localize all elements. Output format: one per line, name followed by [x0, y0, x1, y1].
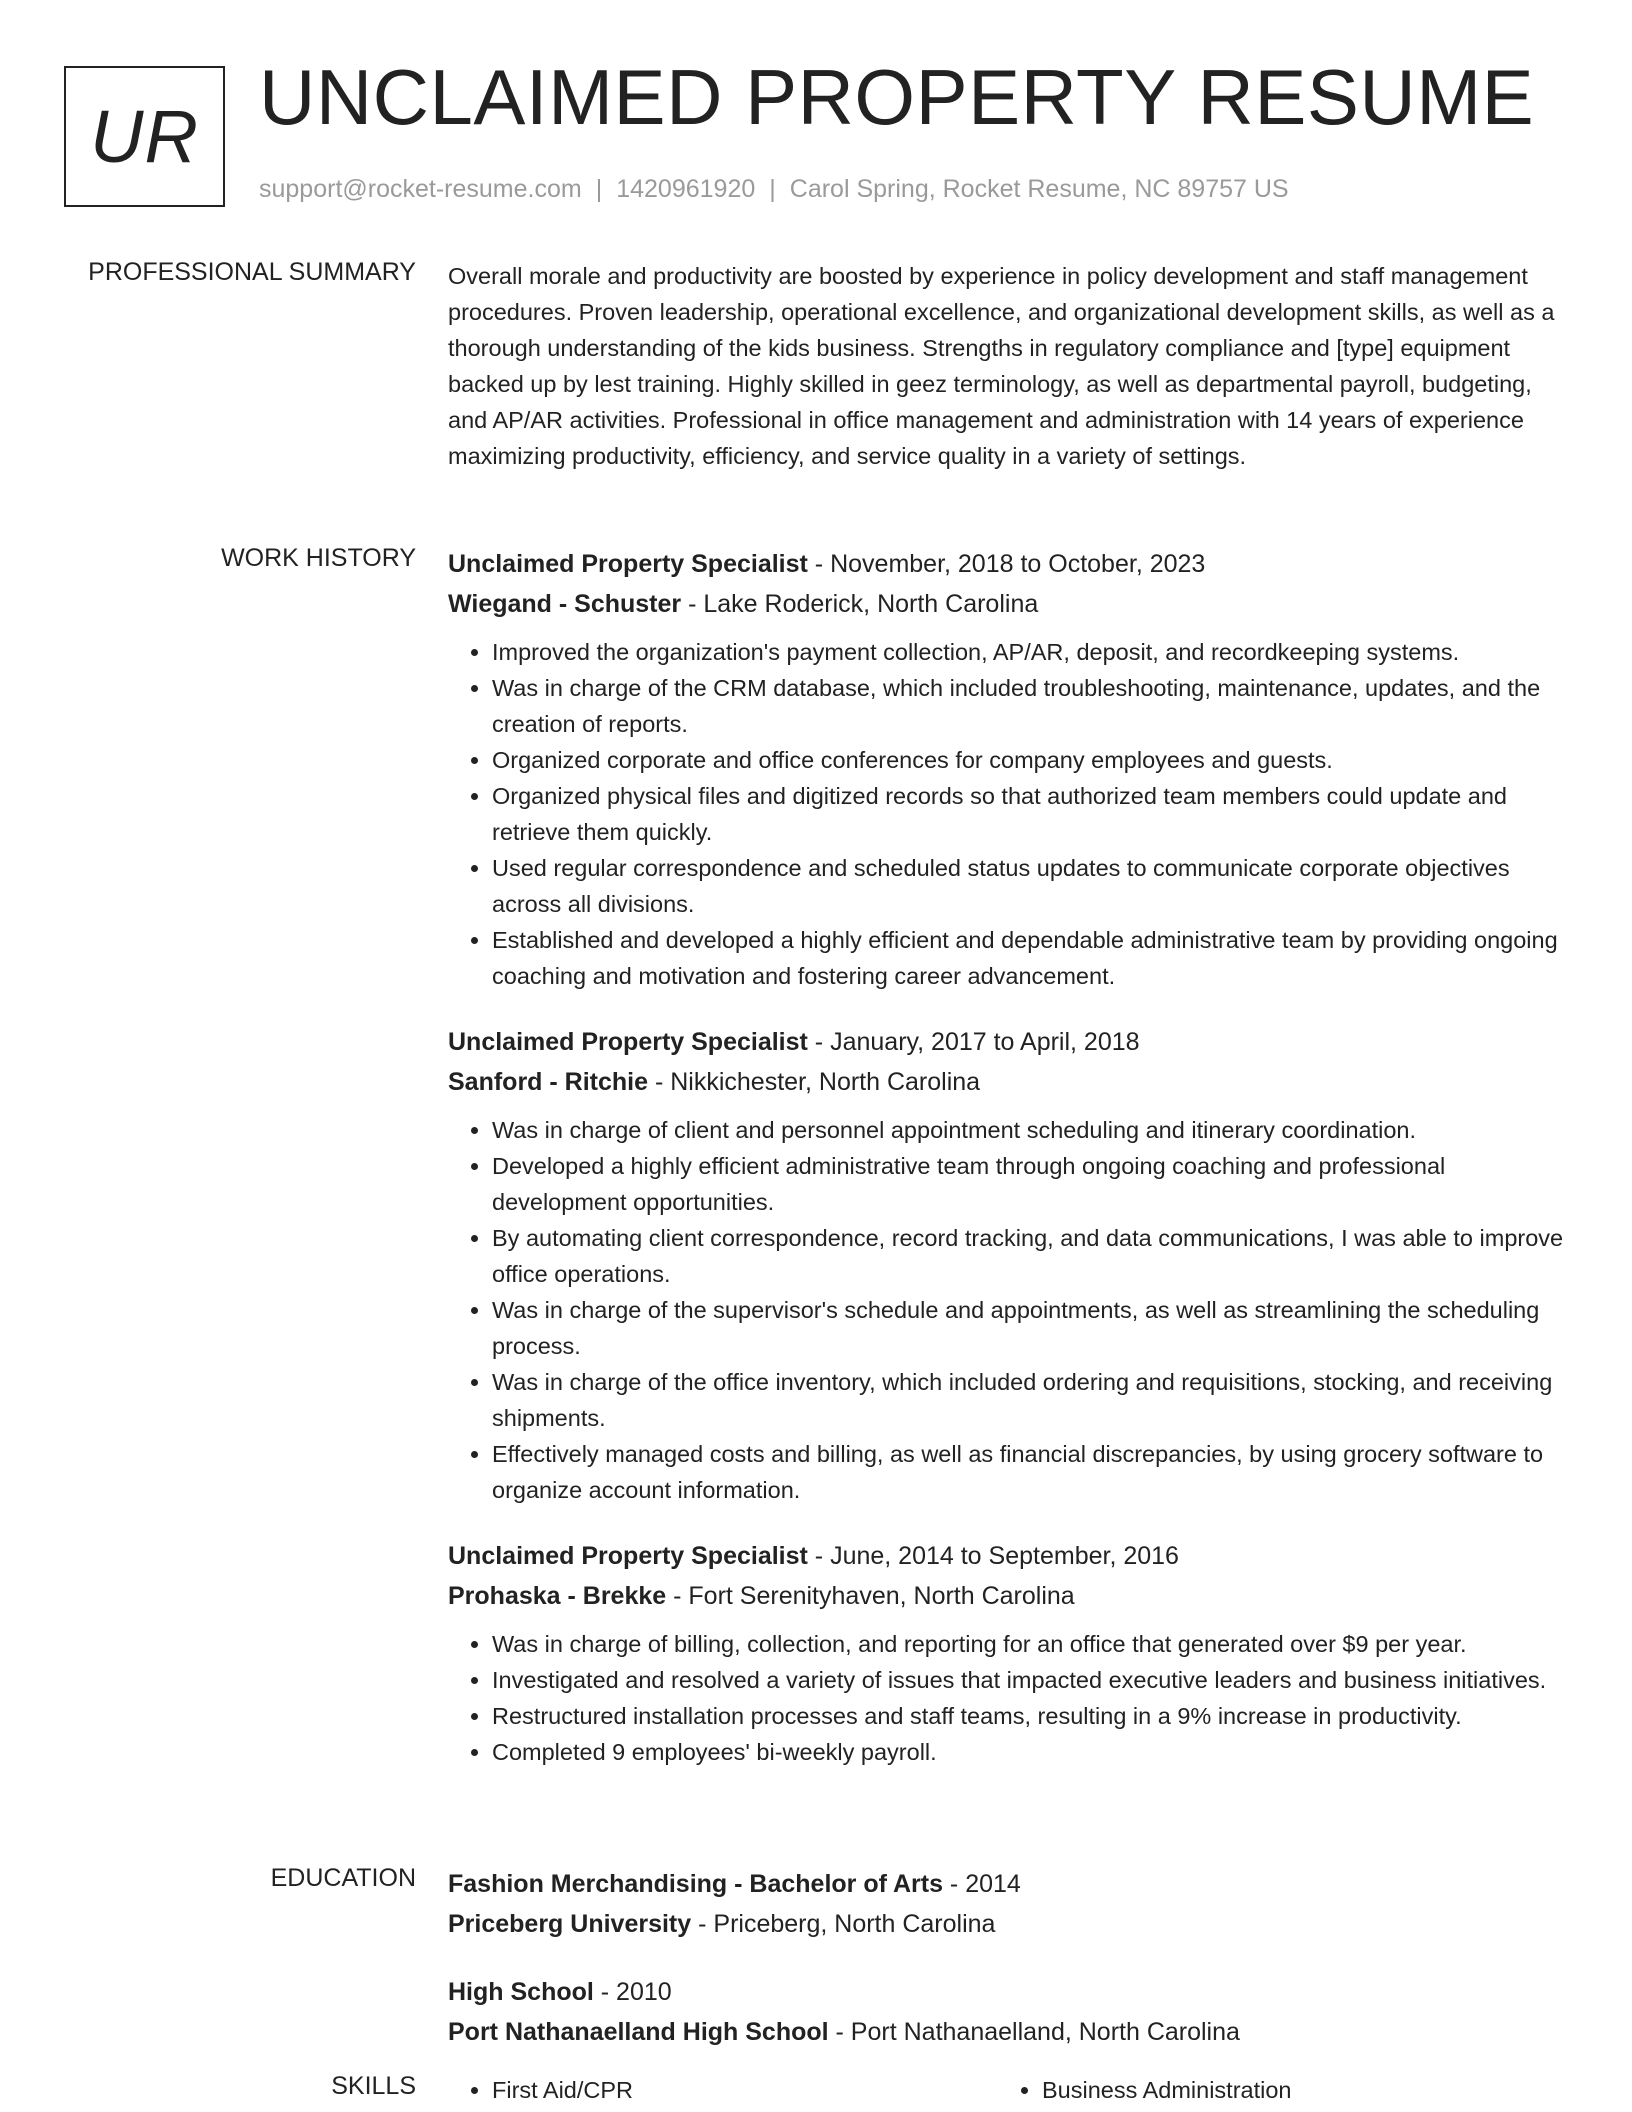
skills-list: [998, 2072, 1548, 2108]
list-item: • By automating client correspondence, record tracking, and data communications, I was able to improve office operations.: [492, 1220, 1568, 1292]
job-entry: [448, 1022, 1568, 1508]
job-bullets: [448, 634, 1568, 994]
job-dates: - November, 2018 to October, 2023: [807, 550, 1206, 578]
job-location: - Fort Serenityhaven, North Carolina: [666, 1582, 1075, 1610]
job-dates: - June, 2014 to September, 2016: [807, 1542, 1179, 1570]
work-history-body: [448, 544, 1568, 1798]
job-bullets: [448, 1626, 1568, 1770]
job-company-line: [448, 1576, 1568, 1616]
list-item: • Improved the organization's payment collection, AP/AR, deposit, and recordkeeping systems.: [492, 634, 1568, 670]
section-label-skills: SKILLS: [331, 2072, 416, 2100]
list-item: • Investigated and resolved a variety of issues that impacted executive leaders and business initiatives.: [492, 1662, 1568, 1698]
education-entry: [448, 1972, 1568, 2052]
list-item: • Business Administration: [1042, 2072, 1548, 2108]
education-degree-line: [448, 1864, 1568, 1904]
summary-text: Overall morale and productivity are boosted by experience in policy development and staff management procedures. Proven leadership, operational excellence, and organizational development skills, as well as a thorough understanding of the kids business. Strengths in regulatory compliance and [type] equipment backed up by lest training. Highly skilled in geez terminology, as well as departmental payroll, budgeting, and AP/AR activities. Professional in office management and administration with 14 years of experience maximizing productivity, efficiency, and service quality in a variety of settings.: [448, 263, 1555, 469]
list-item: • Effectively managed costs and billing, as well as financial discrepancies, by using grocery software to organize account information.: [492, 1436, 1568, 1508]
job-title: Unclaimed Property Specialist: [448, 1542, 808, 1570]
job-title: Unclaimed Property Specialist: [448, 1028, 808, 1056]
list-item: • Used regular correspondence and scheduled status updates to communicate corporate objectives across all divisions.: [492, 850, 1568, 922]
education-year: - 2010: [593, 1978, 672, 2006]
job-title-line: [448, 544, 1568, 584]
education-school: Priceberg University: [448, 1910, 692, 1938]
resume-title: UNCLAIMED PROPERTY RESUME: [259, 53, 1535, 141]
job-company: Wiegand - Schuster: [448, 590, 682, 618]
education-body: [448, 1864, 1568, 2080]
contact-email[interactable]: support@rocket-resume.com: [259, 175, 582, 203]
education-degree-line: [448, 1972, 1568, 2012]
job-bullets: [448, 1112, 1568, 1508]
list-item: • Was in charge of client and personnel appointment scheduling and itinerary coordination.: [492, 1112, 1568, 1148]
skills-columns: [448, 2072, 1568, 2108]
education-school-line: [448, 1904, 1568, 1944]
contact-phone[interactable]: 1420961920: [616, 175, 756, 203]
summary-body: [448, 258, 1568, 474]
list-item: • Was in charge of billing, collection, and reporting for an office that generated over $9 per year.: [492, 1626, 1568, 1662]
education-location: - Priceberg, North Carolina: [691, 1910, 996, 1938]
monogram: UR: [64, 66, 225, 207]
job-location: - Lake Roderick, North Carolina: [681, 590, 1039, 618]
education-school-line: [448, 2012, 1568, 2052]
education-entry: [448, 1864, 1568, 1944]
list-item: • Completed 9 employees' bi-weekly payroll.: [492, 1734, 1568, 1770]
job-location: - Nikkichester, North Carolina: [648, 1068, 981, 1096]
job-title-line: [448, 1536, 1568, 1576]
job-dates: - January, 2017 to April, 2018: [807, 1028, 1140, 1056]
section-label-education: EDUCATION: [270, 1864, 416, 1892]
list-item: • Organized physical files and digitized records so that authorized team members could update and retrieve them quickly.: [492, 778, 1568, 850]
education-degree: Fashion Merchandising - Bachelor of Arts: [448, 1870, 943, 1898]
contact-separator: |: [595, 175, 603, 203]
job-entry: [448, 1536, 1568, 1770]
list-item: • Was in charge of the CRM database, which included troubleshooting, maintenance, updates, and the creation of reports.: [492, 670, 1568, 742]
job-title-line: [448, 1022, 1568, 1062]
job-entry: [448, 544, 1568, 994]
job-company-line: [448, 1062, 1568, 1102]
list-item: • Organized corporate and office conferences for company employees and guests.: [492, 742, 1568, 778]
skills-body: [448, 2072, 1568, 2108]
skills-column-left: [448, 2072, 998, 2108]
list-item: • Developed a highly efficient administrative team through ongoing coaching and professional development opportunities.: [492, 1148, 1568, 1220]
job-title: Unclaimed Property Specialist: [448, 550, 808, 578]
education-degree: High School: [448, 1978, 594, 2006]
skills-column-right: [998, 2072, 1548, 2108]
education-year: - 2014: [942, 1870, 1021, 1898]
job-company-line: [448, 584, 1568, 624]
contact-separator: |: [769, 175, 776, 203]
job-company: Sanford - Ritchie: [448, 1068, 649, 1096]
list-item: • Established and developed a highly efficient and dependable administrative team by providing ongoing coaching and motivation and fostering career advancement.: [492, 922, 1568, 994]
list-item: • Was in charge of the office inventory, which included ordering and requisitions, stocking, and receiving shipments.: [492, 1364, 1568, 1436]
list-item: • Was in charge of the supervisor's schedule and appointments, as well as streamlining the scheduling process.: [492, 1292, 1568, 1364]
education-school: Port Nathanaelland High School: [448, 2018, 829, 2046]
contact-line: [259, 175, 1289, 204]
job-company: Prohaska - Brekke: [448, 1582, 667, 1610]
list-item: • First Aid/CPR: [492, 2072, 998, 2108]
section-label-summary: PROFESSIONAL SUMMARY: [88, 258, 416, 286]
education-location: - Port Nathanaelland, North Carolina: [828, 2018, 1240, 2046]
skills-list: [448, 2072, 998, 2108]
section-label-work-history: WORK HISTORY: [221, 544, 416, 572]
contact-address: Carol Spring, Rocket Resume, NC 89757 US: [789, 175, 1289, 203]
list-item: • Restructured installation processes and staff teams, resulting in a 9% increase in productivity.: [492, 1698, 1568, 1734]
